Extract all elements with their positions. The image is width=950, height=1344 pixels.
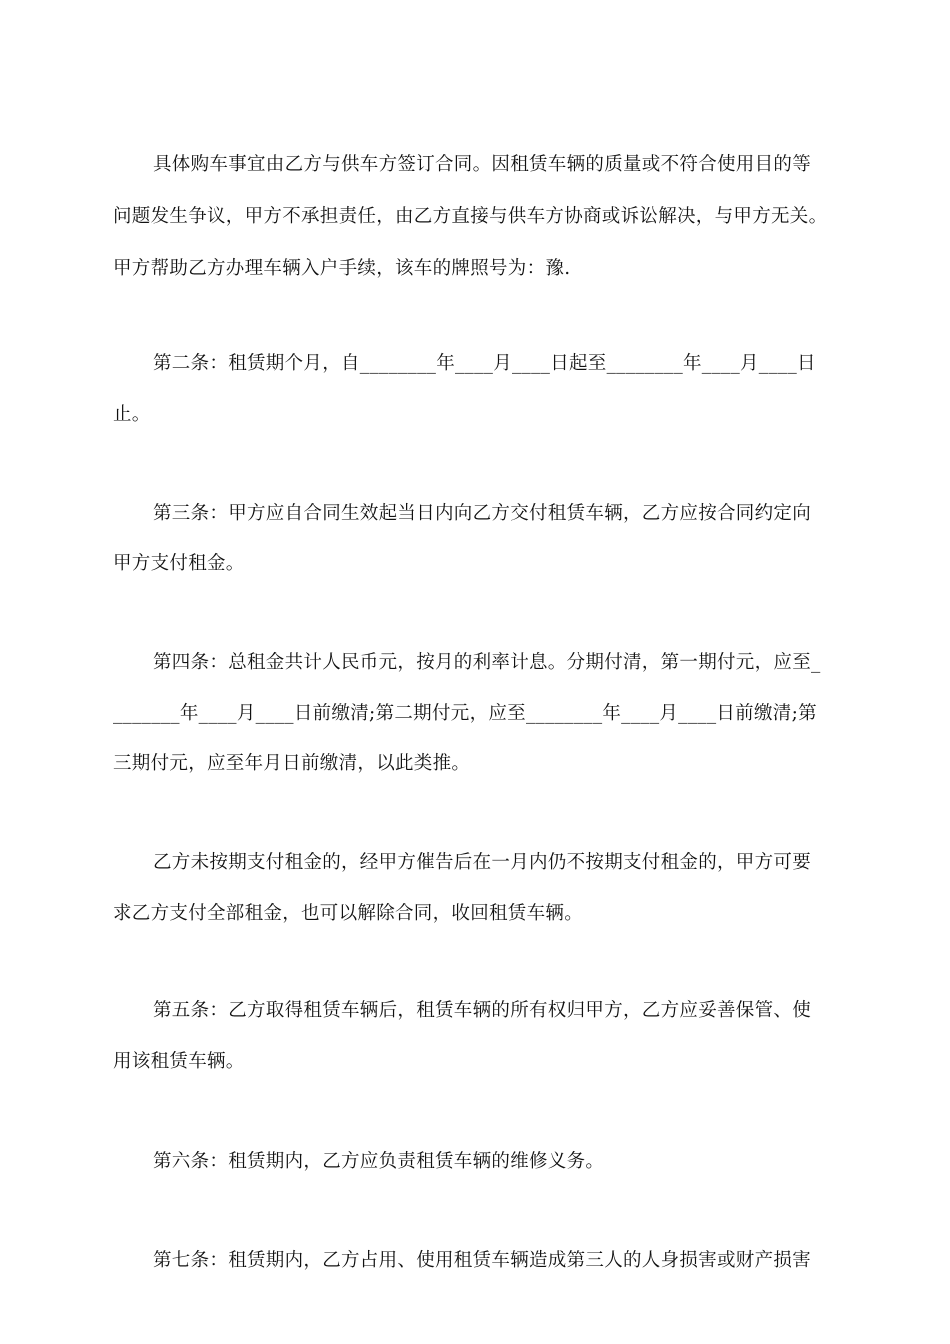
article-3-line-2: 甲方支付租金。 [113,553,245,574]
paragraph-1-line-2: 问题发生争议，甲方不承担责任，由乙方直接与供车方协商或诉讼解决，与甲方无关。 [113,206,828,227]
paragraph-1-line-1: 具体购车事宜由乙方与供车方签订合同。因租赁车辆的质量或不符合使用目的等 [153,154,812,175]
article-6-line-1: 第六条：租赁期内，乙方应负责租赁车辆的维修义务。 [153,1151,605,1172]
article-2-line-2: 止。 [113,404,151,425]
article-4-line-3: 三期付元，应至年月日前缴清，以此类推。 [113,753,471,774]
late-payment-line-2: 求乙方支付全部租金，也可以解除合同，收回租赁车辆。 [113,903,584,924]
article-5-line-1: 第五条：乙方取得租赁车辆后，租赁车辆的所有权归甲方，乙方应妥善保管、使 [153,1000,812,1021]
article-4-line-2: _______年____月____日前缴清;第二期付元，应至________年____月____日前缴清;第 [113,703,817,724]
late-payment-line-1: 乙方未按期支付租金的，经甲方催告后在一月内仍不按期支付租金的，甲方可要 [153,852,812,873]
article-7-line-1: 第七条：租赁期内，乙方占用、使用租赁车辆造成第三人的人身损害或财产损害 [153,1250,812,1271]
article-5-line-2: 用该租赁车辆。 [113,1051,245,1072]
article-4-line-1: 第四条：总租金共计人民币元，按月的利率计息。分期付清，第一期付元，应至_ [153,652,821,673]
paragraph-1-line-3: 甲方帮助乙方办理车辆入户手续，该车的牌照号为：豫. [113,258,571,279]
article-3-line-1: 第三条：甲方应自合同生效起当日内向乙方交付租赁车辆，乙方应按合同约定向 [153,503,812,524]
article-2-line-1: 第二条：租赁期个月，自________年____月____日起至________年____月____日 [153,353,816,374]
